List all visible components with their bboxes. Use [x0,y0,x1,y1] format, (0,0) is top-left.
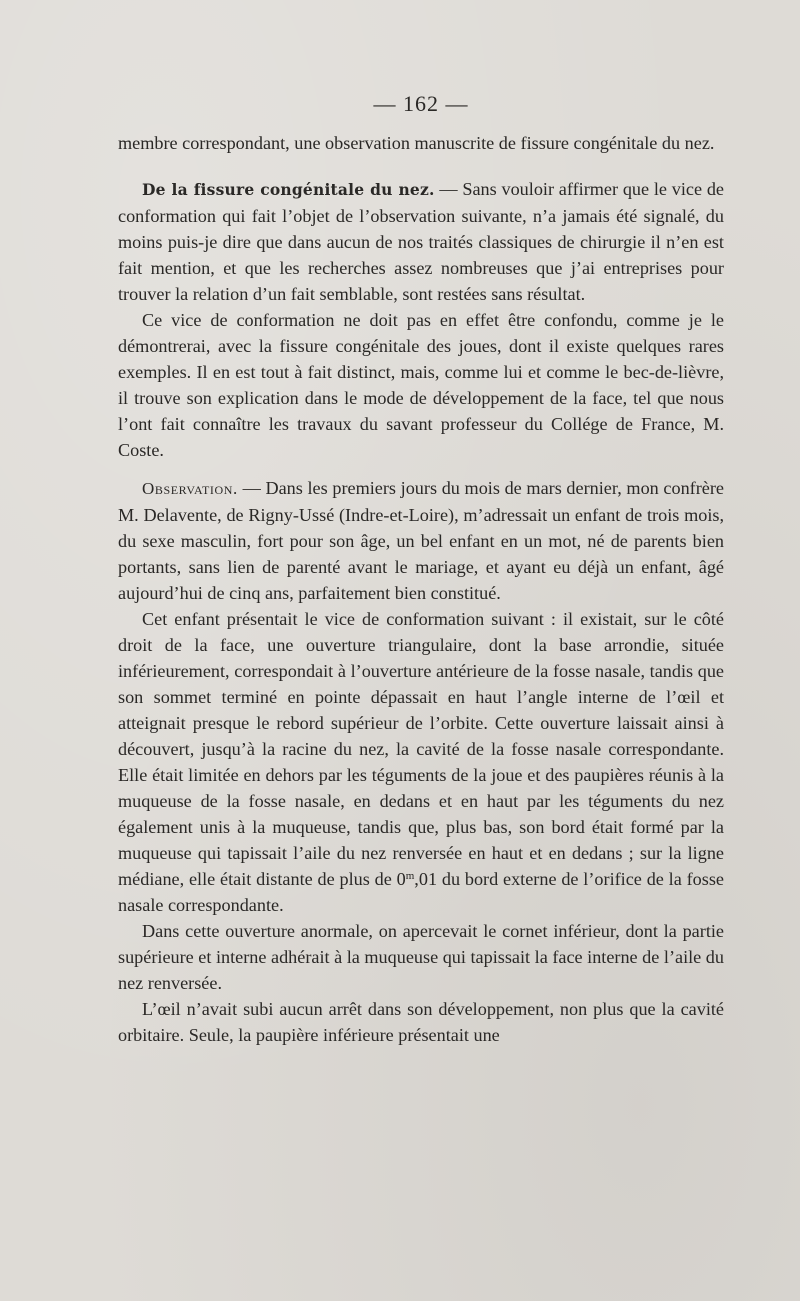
paragraph-fissure-intro [118,176,724,307]
paragraph-description [118,606,724,918]
paragraph-continuation: membre correspondant, une observation manuscrite de fissure congénitale du nez. [118,133,715,153]
paragraph-observation [118,475,724,606]
paragraph-distinction: Ce vice de conformation ne doit pas en effet être confondu, comme je le démontrerai, avec la fissure congénitale des joues, dont il existe quelques rares exemples. Il en est tout à fait distinct, mais, comme lui et comme le bec-de-lièvre, il trouve son explication dans le mode de développement de la face, tel que nous l’ont fait connaître les travaux du savant professeur du Collége de France, M. Coste. [118,310,724,460]
paragraph-cornet: Dans cette ouverture anormale, on apercevait le cornet inférieur, dont la partie supérieure et interne adhérait à la muqueuse qui tapissait la face interne de l’aile du nez renversée. [118,921,724,993]
paragraph-fissure-intro-text: Sans vouloir affirmer que le vice de conformation qui fait l’objet de l’observation suivante, n’a jamais été signalé, du moins puis-je dire que dans aucun de nos traités classiques de chirurgie il n’en est fait mention, et que les recherches assez nombreuses que j’ai entreprises pour trouver la relation d’un fait semblable, sont restées sans résultat. [118,179,725,304]
unit-superscript: m [405,869,415,882]
paragraph-observation-text: Dans les premiers jours du mois de mars dernier, mon confrère M. Delavente, de Rigny-Ussé (Indre-et-Loire), m’adressait un enfant de trois mois, du sexe masculin, fort pour son âge, un bel enfant en un mot, né de parents bien portants, sans lien de parenté avant le mariage, et ayant eu déjà un enfant, âgé aujourd’hui de cinq ans, parfaitement bien constitué. [118,478,724,603]
page-number: — 162 — [373,91,469,116]
paragraph-description-text: Cet enfant présentait le vice de conformation suivant : il existait, sur le côté droit de la face, une ouverture triangulaire, dont la base arrondie, située inférieurement, correspondait à l’ouverture antérieure de la fosse nasale, tandis que son sommet terminé en pointe dépassait en haut l’angle interne de l’œil et atteignait presque le rebord supérieur de l’orbite. Cette ouverture laissait ainsi à découvert, jusqu’à la racine du nez, la cavité de la fosse nasale correspondante. Elle était limitée en dehors par les téguments de la joue et des paupières réunis à la muqueuse de la fosse nasale, en dedans et en haut par les téguments du nez également unis à la muqueuse, tandis que, plus bas, son bord était formé par la muqueuse qui tapissait l’aile du nez renversée en haut et en dedans ; sur la ligne médiane, elle était distante de plus de 0 [118,609,724,889]
heading-dash: — [434,179,463,199]
observation-label: Observation. [142,479,238,498]
paragraph-eye: L’œil n’avait subi aucun arrêt dans son développement, non plus que la cavité orbitaire. Seule, la paupière inférieure présentait une [118,999,724,1045]
observation-dash: — [237,478,266,498]
body-text [118,130,724,1048]
paragraph-description-end: ,01 du bord externe de l’orifice de la fosse nasale correspondante. [118,869,724,915]
section-heading: De la fissure congénitale du nez. [142,180,435,199]
